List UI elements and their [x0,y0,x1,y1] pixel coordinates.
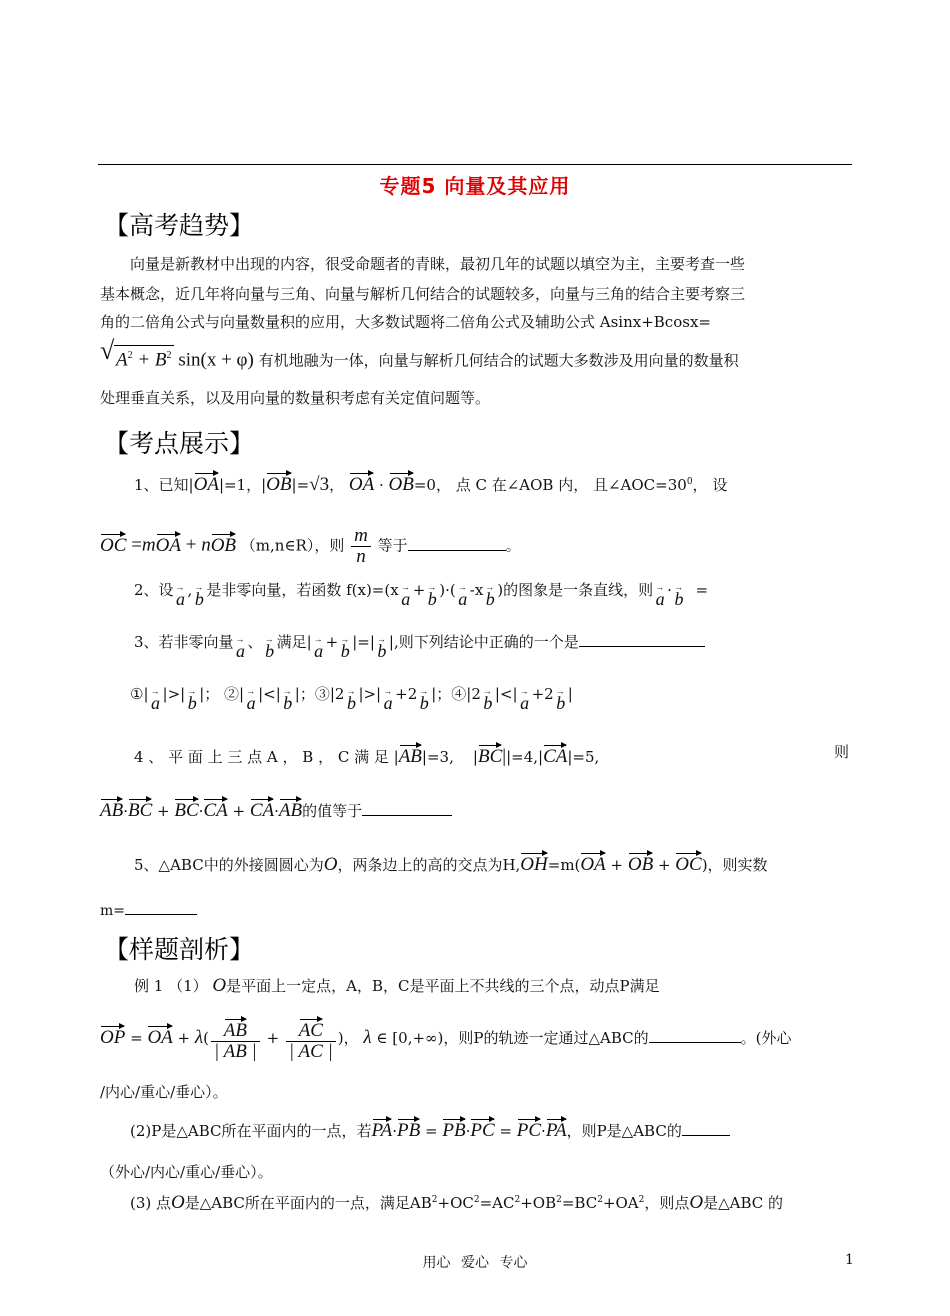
example-1-part-2-options: （外心/内心/重心/垂心）。 [100,1163,273,1181]
vector-OA: OA [194,470,219,494]
sin-formula: sin(x + φ) [178,349,254,371]
question-1-line-2: OC =mOA + nOB （m,n∈R），则 $\frac{m}{n}$ 等于 。 [100,525,521,567]
trend-line-3: 角的二倍角公式与向量数量积的应用，大多数试题将二倍角公式及辅助公式 Asinx+Bcosx= [100,313,711,331]
page-number: 1 [845,1252,854,1268]
example-1-part-3: (3) 点O是△ABC所在平面内的一点，满足$AB^2+OC^2=AC^2+OB^2=BC^2+OA^2$，则点O是△ABC 的 [130,1192,784,1213]
trend-line-1: 向量是新教材中出现的内容，很受命题者的青睐，最初几年的试题以填空为主，主要考查一些 [130,255,746,273]
question-3-options: ①|→ a |>|→ b |； ②|→ a |<|→ b |；③|2→ b |>|→ a +2→ b |；④|2→ b |<|→ a +2→ b | [130,684,882,712]
answer-blank-ex1-2 [682,1121,730,1136]
page-footer: 用心 爱心 专心 [422,1255,528,1271]
example-1-line-1: 例 1 （1） O是平面上一定点，A，B，C是平面上不共线的三个点，动点P满足 [134,975,660,996]
answer-blank-4 [362,801,452,816]
sqrt-formula: √ $A^2 + B^2$ [100,345,174,370]
answer-blank-ex1-1 [649,1028,741,1043]
section-heading-points: 【考点展示】 [104,429,255,458]
trend-line-5: 处理垂直关系，以及用向量的数量积考虑有关定值问题等。 [100,389,491,407]
fraction-m-n: $\frac{m}{n}$ [351,526,371,567]
section-heading-examples: 【样题剖析】 [104,935,255,964]
trend-line-2: 基本概念，近几年将向量与三角、向量与解析几何结合的试题较多，向量与三角的结合主要考察三 [100,285,746,303]
section-heading-trend: 【高考趋势】 [104,211,255,240]
trend-text-4: 有机地融为一体，向量与解析几何结合的试题大多数涉及用向量的数量积 [258,351,739,370]
question-1-line-1: 1、已知|OA|=1，|OB|=√3， OA · OB=0， 点 C 在∠AOB 内， 且$\angle AOC=30^0$， 设 [134,470,886,495]
question-5-answer: m= [100,900,852,921]
trend-line-4 [100,345,852,370]
example-1-line-3: /内心/重心/垂心）。 [100,1083,228,1101]
example-1-line-2: OP = OA + λ( $\frac{AB}{| AB |}$ + $\frac{AC}{| AC |}$ )， λ ∈ [0,+∞)，则P的轨迹一定通过△ABC的 。(外心 [100,1016,852,1062]
question-2: 2、设→ a ,→ b 是非零向量，若函数 f(x)=(x→ a +→ b )·(→ a -x→ b )的图象是一条直线，则→ a ·→ b = [134,580,886,608]
answer-blank-3 [579,632,705,647]
question-4-line-1: 4 、 平 面 上 三 点 A ， B ， C 满 足 |AB|=3, |BC||=4,|CA|=5, 则 [134,743,850,767]
top-rule [98,164,852,165]
example-1-part-2: (2)P是△ABC所在平面内的一点，若PA·PB = PB·PC = PC·PA，则P是△ABC的 [130,1116,882,1141]
answer-blank-1 [408,536,506,551]
question-4-line-2: AB·BC + BC·CA + CA·AB的值等于 [100,796,852,821]
vector-OB: OB [266,470,291,494]
answer-blank-5 [125,900,197,915]
question-5: 5、△ABC中的外接圆圆心为O，两条边上的高的交点为H,OH=m(OA + OB + OC)，则实数 [134,850,886,875]
question-3: 3、若非零向量→ a 、→ b 满足|→ a +→ b |=|→ b |,则下列结论中正确的一个是 [134,632,886,660]
page-title: 专题5 向量及其应用 [379,174,571,198]
